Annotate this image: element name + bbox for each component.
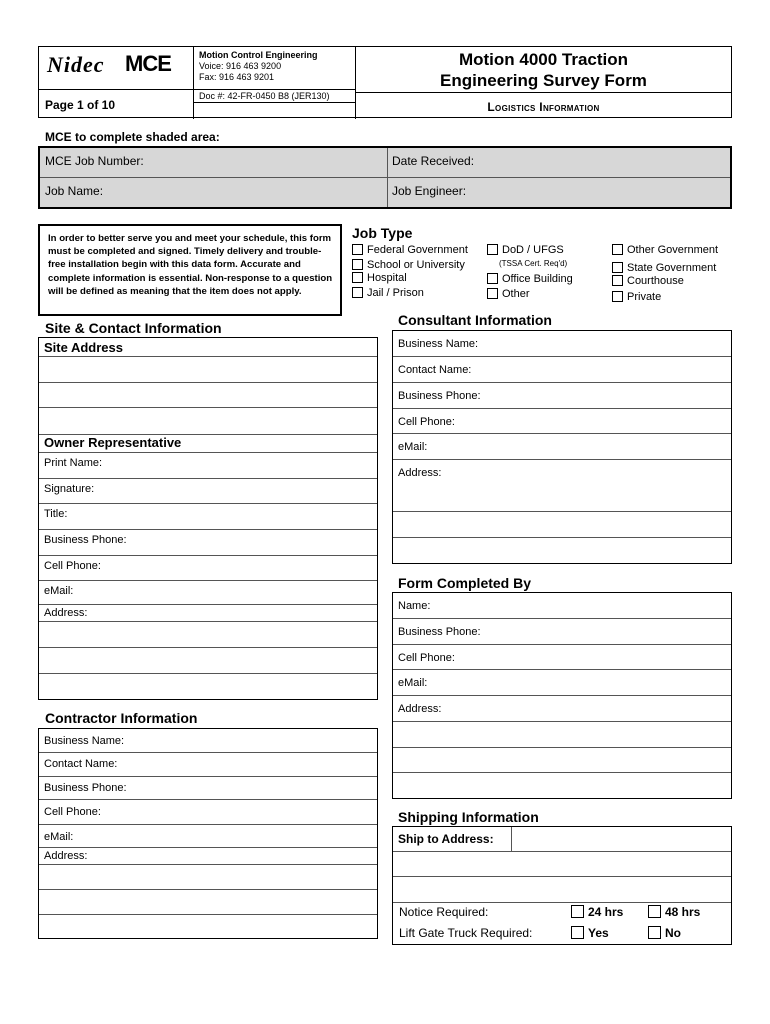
checkbox[interactable] [612,291,623,302]
contractor-heading: Contractor Information [45,710,198,726]
completed-name[interactable] [393,593,731,619]
ship-to-row [393,827,731,852]
owner-print-name[interactable] [39,453,377,479]
contractor-address-line3[interactable] [39,890,377,915]
job-type-label: Office Building [502,273,573,285]
checkbox[interactable] [352,244,363,255]
checkbox[interactable] [487,273,498,284]
job-type-courthouse[interactable] [612,274,718,289]
contractor-address-line2[interactable] [39,865,377,890]
lift-gate-label: Lift Gate Truck Required: [399,926,533,940]
checkbox[interactable] [612,275,623,286]
field-label: Print Name: [44,457,103,469]
nidec-logo: Nidec [47,52,105,77]
contractor-address[interactable] [39,848,377,865]
contractor-business-name[interactable] [39,729,377,753]
job-type-office[interactable] [487,272,573,287]
lift-gate-no[interactable] [648,926,681,940]
completed-address-line4[interactable] [393,773,731,797]
owner-title[interactable] [39,504,377,530]
job-name-label[interactable]: Job Name: [45,184,104,198]
consultant-box [392,330,732,564]
option-label: Yes [588,926,609,940]
mce-logo: MCE [125,51,171,76]
job-type-label: Hospital [367,272,407,284]
doc-number-cell [194,90,356,103]
voice-number: Voice: 916 463 9200 [199,61,282,71]
owner-address-line3[interactable] [39,648,377,674]
owner-rep-header [39,435,377,453]
job-type-federal[interactable] [352,243,468,258]
mce-job-number-label[interactable]: MCE Job Number: [45,154,144,168]
owner-email[interactable] [39,581,377,605]
job-type-label: Private [627,291,662,303]
field-label: Cell Phone: [44,560,101,572]
site-address-label: Site Address [44,340,123,355]
site-contact-box [38,337,378,700]
field-label: Name: [398,600,431,612]
form-title [356,47,731,93]
lift-gate-yes[interactable] [571,926,609,940]
notice-required-row [399,905,729,919]
form-completed-heading: Form Completed By [398,575,532,591]
form-title-line1: Motion 4000 Traction [458,50,629,69]
completed-address-line3[interactable] [393,748,731,773]
notice-48hrs[interactable] [648,905,700,919]
field-label: Business Phone: [398,390,481,402]
field-label: Cell Phone: [398,416,455,428]
contractor-contact-name[interactable] [39,753,377,777]
contractor-cell-phone[interactable] [39,800,377,825]
field-label: eMail: [44,831,74,843]
notice-text: In order to better serve you and meet your schedule, this form must be completed and signed. Timely delivery and trouble-free installation begin with this data form. Accurate and complete information is essential. Non-response to a question will be defined as meaning that the item does not apply. [48,233,333,297]
ship-to-label: Ship to Address: [398,832,494,846]
consultant-address[interactable] [393,460,731,512]
job-type-label: DoD / UFGS [502,244,564,256]
checkbox[interactable] [352,272,363,283]
blank-cell [194,103,356,119]
job-type-col1 [352,243,468,301]
owner-rep-label: Owner Representative [44,435,182,450]
field-label: Address: [398,703,442,715]
fax-number: Fax: 916 463 9201 [199,72,275,82]
job-type-dod[interactable] [487,243,573,258]
job-type-other-gov[interactable] [612,243,718,258]
shipping-box [392,826,732,945]
option-label: No [665,926,681,940]
consultant-address-line3[interactable] [393,538,731,562]
page-number: Page 1 of 10 [45,98,116,112]
ship-to-line2[interactable] [393,852,731,877]
header [38,46,732,118]
job-type-private[interactable] [612,290,718,305]
job-type-label: State Government [627,262,717,274]
notice-24hrs[interactable] [571,905,623,919]
company-info [194,47,356,90]
form-subtitle-text: Logistics Information [487,100,600,114]
lift-gate-row [399,926,729,940]
consultant-contact-name[interactable] [393,357,731,383]
job-type-heading: Job Type [352,225,413,241]
checkbox[interactable] [487,288,498,299]
field-label: eMail: [398,677,428,689]
field-label: Business Name: [398,338,479,350]
field-label: Address: [44,850,88,862]
owner-cell-phone[interactable] [39,556,377,581]
job-type-label: Jail / Prison [367,287,424,299]
ship-to-line3[interactable] [393,877,731,903]
job-type-hospital[interactable] [352,271,468,286]
owner-signature[interactable] [39,479,377,504]
completed-address[interactable] [393,696,731,722]
job-type-col2 [487,243,573,302]
site-address-line1[interactable] [39,357,377,383]
field-label: Signature: [44,483,95,495]
checkbox[interactable] [352,287,363,298]
job-type-label: Federal Government [367,244,468,256]
owner-address[interactable] [39,605,377,622]
field-label: Title: [44,508,68,520]
contractor-business-phone[interactable] [39,777,377,800]
owner-address-line2[interactable] [39,622,377,648]
field-label: eMail: [44,585,74,597]
field-label: Business Phone: [44,782,127,794]
owner-business-phone[interactable] [39,530,377,556]
job-type-tssa-note: (TSSA Cert. Req'd) [499,259,568,268]
checkbox[interactable] [571,926,584,939]
contractor-email[interactable] [39,825,377,848]
job-type-label: School or University [367,259,465,271]
page-number-cell [39,90,194,119]
form-completed-box [392,592,732,799]
job-type-label: Other [502,288,530,300]
site-address-line3[interactable] [39,408,377,435]
checkbox[interactable] [571,905,584,918]
mce-area-heading: MCE to complete shaded area: [45,130,220,144]
completed-business-phone[interactable] [393,619,731,645]
checkbox[interactable] [487,244,498,255]
completed-email[interactable] [393,670,731,696]
notice-box [38,224,342,316]
field-label: Cell Phone: [44,806,101,818]
form-subtitle [356,93,731,119]
consultant-heading: Consultant Information [398,312,552,328]
field-label: Cell Phone: [398,652,455,664]
field-label: Business Phone: [44,534,127,546]
date-received-label[interactable]: Date Received: [392,154,475,168]
checkbox[interactable] [648,926,661,939]
mce-divider-h [40,177,730,178]
form-title-line2: Engineering Survey Form [440,71,647,90]
notice-required-label: Notice Required: [399,905,489,919]
shipping-heading: Shipping Information [398,809,539,825]
field-label: Contact Name: [44,758,118,770]
checkbox[interactable] [612,262,623,273]
site-address-line2[interactable] [39,383,377,408]
job-type-other[interactable] [487,287,573,302]
ship-to-input[interactable] [512,827,731,851]
doc-number: Doc #: 42-FR-0450 B8 (JER130) [199,91,330,101]
job-engineer-label[interactable]: Job Engineer: [392,184,467,198]
consultant-cell-phone[interactable] [393,409,731,434]
site-contact-heading: Site & Contact Information [45,320,222,336]
field-label: Address: [398,467,442,479]
option-label: 24 hrs [588,905,624,919]
job-type-col3 [612,243,718,305]
field-label: Address: [44,607,88,619]
job-type-label: Other Government [627,244,719,256]
mce-shaded-area [38,146,732,209]
contractor-address-line4[interactable] [39,915,377,937]
completed-address-line2[interactable] [393,722,731,748]
job-type-label: Courthouse [627,275,684,287]
consultant-business-name[interactable] [393,331,731,357]
checkbox[interactable] [612,244,623,255]
consultant-email[interactable] [393,434,731,460]
contractor-box [38,728,378,939]
consultant-business-phone[interactable] [393,383,731,409]
job-type-jail[interactable] [352,286,468,301]
checkbox[interactable] [352,259,363,270]
site-address-header [39,338,377,357]
option-label: 48 hrs [665,905,701,919]
completed-cell-phone[interactable] [393,645,731,670]
owner-address-line4[interactable] [39,674,377,699]
field-label: Contact Name: [398,364,472,376]
logo-cell [39,47,194,90]
field-label: Business Name: [44,735,125,747]
field-label: eMail: [398,441,428,453]
checkbox[interactable] [648,905,661,918]
consultant-address-line2[interactable] [393,512,731,538]
company-name: Motion Control Engineering [199,50,318,60]
field-label: Business Phone: [398,626,481,638]
